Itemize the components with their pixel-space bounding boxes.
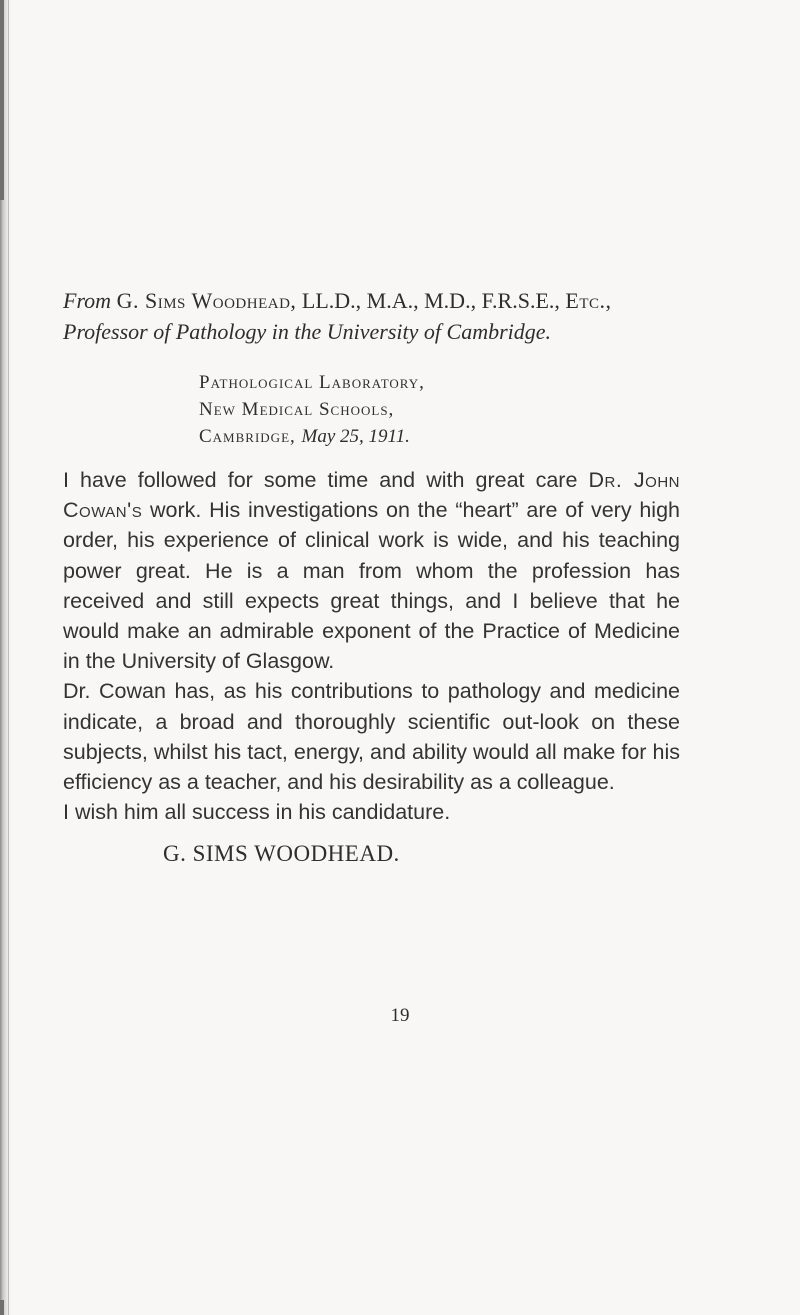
letter-body [63,465,680,827]
attribution-etc: Etc., [565,288,612,313]
page-edge-bar-bottom [0,1300,4,1315]
sender-address [199,369,680,450]
letter-paragraph-3: I wish him all success in his candidature. [63,800,451,825]
letter-content [63,285,680,867]
attribution-degrees: LL.D., M.A., M.D., F.R.S.E., [296,288,560,313]
attribution-title: Professor of Pathology in the University of Cambridge. [63,319,552,344]
attribution-heading [63,285,680,347]
letter-paragraph-2: Dr. Cowan has, as his contributions to pathology and medicine indicate, a broad and thoroughly scientific out-look on these subjects, whilst his tact, energy, and ability would all make for his efficiency as a teacher, and his desirability as a colleague. [63,679,680,795]
address-city: Cambridge, [199,426,296,447]
page-number: 19 [390,1005,410,1026]
page-edge-bar-top [0,0,4,200]
address-line-2: New Medical Schools, [199,399,395,420]
page-edge-line [8,0,9,1315]
paragraph-1-name: Dr. John Cowan's [63,468,680,523]
attribution-from: From [63,288,112,313]
paragraph-1-rest: work. His investigations on the “heart” are of very high order, his experience of clinical work is wide, and his teaching power great. He is a man from whom the profession has received and still expects great things, and I believe that he would make an admirable exponent of the Practice of Medicine in the University of Glasgow. [63,498,680,674]
letter-paragraph-1 [63,465,680,676]
paragraph-1-start: I have followed for some time and with great care [63,468,589,492]
signature: G. SIMS WOODHEAD. [163,841,400,867]
attribution-author-name: G. Sims Woodhead, [116,288,297,313]
address-city-date [199,423,680,450]
address-line-1: Pathological Laboratory, [199,372,425,393]
letter-date: May 25, 1911. [301,426,410,447]
